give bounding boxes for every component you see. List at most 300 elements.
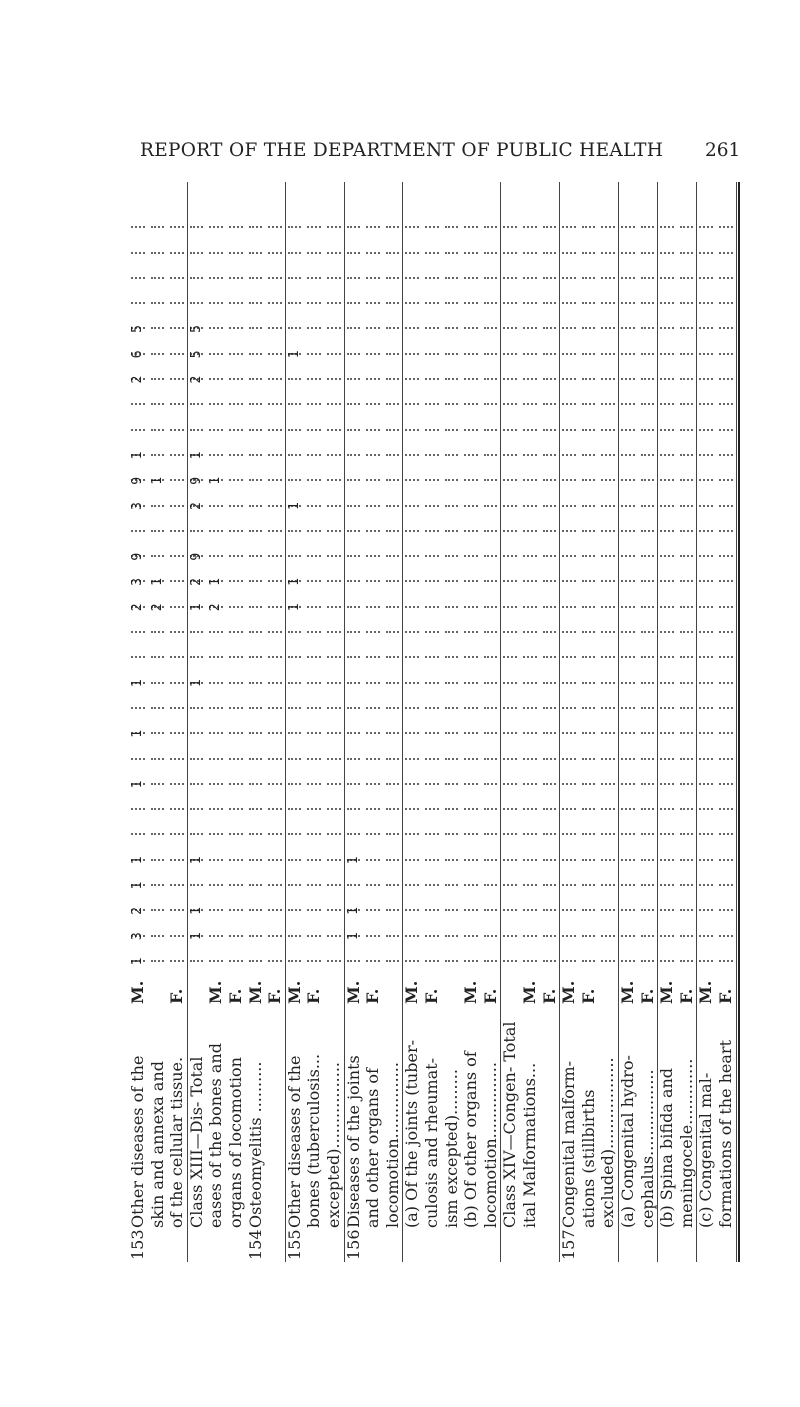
dot-leader [523,328,537,330]
dot-leader [366,859,380,861]
dot-leader [386,226,400,228]
dot-leader [386,834,400,836]
dot-leader [484,479,498,481]
dot-leader [307,707,321,709]
table-row [520,182,540,1262]
dot-leader [523,479,537,481]
dot-leader [366,656,380,658]
dot-leader [425,353,439,355]
count-value: 1 [130,680,145,688]
dot-leader [660,732,674,734]
dot-leader [464,884,478,886]
dot-leader [621,403,635,405]
table-row [618,182,638,1262]
dot-leader [347,631,361,633]
dot-leader [249,353,263,355]
dot-leader [719,682,733,684]
dot-leader [641,884,655,886]
dot-leader [445,226,459,228]
dot-leader [327,328,341,330]
dot-leader [307,403,321,405]
dot-leader [719,808,733,810]
count-value: 2 [188,579,204,586]
dot-leader [699,277,713,279]
dot-leader [229,429,243,431]
dot-leader [131,758,145,760]
dot-leader [445,555,459,557]
dot-leader [699,732,713,734]
dot-leader [503,530,517,532]
dot-leader [445,530,459,532]
dot-leader [386,758,400,760]
dot-leader [660,859,674,861]
dot-leader [660,505,674,507]
dot-leader [719,960,733,962]
dot-leader [249,631,263,633]
dot-leader [582,884,596,886]
dot-leader [464,606,478,608]
dot-leader [190,758,204,760]
dot-leader [699,808,713,810]
table-row [677,182,697,1262]
dot-leader [405,530,419,532]
dot-leader [680,226,694,228]
dot-leader [523,226,537,228]
dot-leader [641,403,655,405]
dot-leader [464,479,478,481]
cause-label: Other diseases of the [128,1055,147,1228]
dot-leader [523,631,537,633]
dot-leader [503,884,517,886]
dot-leader [347,732,361,734]
dot-leader [543,758,557,760]
dot-leader [268,606,282,608]
dot-leader [719,707,733,709]
dot-leader [621,732,635,734]
dot-leader [425,581,439,583]
dot-leader [621,682,635,684]
dot-leader [464,732,478,734]
dot-leader [249,808,263,810]
dot-leader [425,732,439,734]
dot-leader [170,808,184,810]
sex-label: F. [422,988,441,1004]
dot-leader [601,834,615,836]
dot-leader [621,302,635,304]
dot-leader [366,707,380,709]
cause-label: locomotion............... [480,1062,500,1228]
dot-leader [484,631,498,633]
count-value: 2 [130,376,145,384]
dot-leader [288,935,302,937]
count-value: 9 [130,477,145,485]
dot-leader [249,479,263,481]
dot-leader [484,732,498,734]
dot-leader [151,960,165,962]
dot-leader [719,783,733,785]
dot-leader [229,505,243,507]
dot-leader [327,454,341,456]
dot-leader [543,783,557,785]
dot-leader [209,353,223,355]
dot-leader [307,454,321,456]
dot-leader [170,479,184,481]
dot-leader [288,834,302,836]
dot-leader [249,783,263,785]
dot-leader [445,505,459,507]
dot-leader [405,884,419,886]
dot-leader [170,758,184,760]
dot-leader [562,935,576,937]
dot-leader [347,606,361,608]
dot-leader [405,656,419,658]
dot-leader [445,909,459,911]
dot-leader [170,884,184,886]
dot-leader [229,783,243,785]
dot-leader [464,555,478,557]
dot-leader [719,909,733,911]
dot-leader [660,353,674,355]
dot-leader [503,505,517,507]
dot-leader [366,454,380,456]
count-value-secondary: 1 [208,579,224,586]
dot-leader [249,302,263,304]
table-row [598,182,618,1262]
dot-leader [464,960,478,962]
dot-leader [660,277,674,279]
dot-leader [582,403,596,405]
dot-leader [170,353,184,355]
dot-leader [562,505,576,507]
dot-leader [405,682,419,684]
dot-leader [209,631,223,633]
dot-leader [562,783,576,785]
dot-leader [543,808,557,810]
dot-leader [503,328,517,330]
dot-leader [268,732,282,734]
dot-leader [386,454,400,456]
cause-label: excluded).................. [598,1057,618,1228]
dot-leader [660,555,674,557]
table-row [540,182,560,1262]
dot-leader [445,682,459,684]
dot-leader [229,226,243,228]
dot-leader [484,656,498,658]
dot-leader [268,783,282,785]
dot-leader [170,682,184,684]
dot-leader [601,783,615,785]
dot-leader [699,581,713,583]
table-row [579,182,599,1262]
dot-leader [503,479,517,481]
count-value: 3 [130,579,145,586]
dot-leader [680,682,694,684]
dot-leader [523,834,537,836]
dot-leader [641,834,655,836]
dot-leader [366,277,380,279]
dot-leader [190,783,204,785]
table-row [226,182,246,1262]
table-row [148,182,168,1262]
dot-leader [151,252,165,254]
dot-leader [268,479,282,481]
dot-leader [249,682,263,684]
dot-leader [601,479,615,481]
dot-leader [699,530,713,532]
dot-leader [268,707,282,709]
dot-leader [386,656,400,658]
cause-label: Congenital malform- [559,1060,579,1228]
dot-leader [562,302,576,304]
count-value: 6 [130,351,145,359]
dot-leader [288,783,302,785]
dot-leader [445,732,459,734]
dot-leader [641,277,655,279]
dot-leader [288,479,302,481]
dot-leader [699,656,713,658]
dot-leader [327,505,341,507]
dot-leader [347,277,361,279]
dot-leader [641,631,655,633]
dot-leader [151,454,165,456]
dot-leader [405,226,419,228]
dot-leader [445,758,459,760]
dot-leader [680,328,694,330]
dot-leader [523,403,537,405]
dot-leader [386,783,400,785]
dot-leader [229,808,243,810]
dot-leader [660,606,674,608]
dot-leader [562,707,576,709]
count-value-secondary: 2 [149,604,165,612]
dot-leader [445,884,459,886]
dot-leader [307,606,321,608]
dot-leader [405,429,419,431]
sex-label: M. [402,980,422,1004]
dot-leader [582,479,596,481]
dot-leader [503,581,517,583]
dot-leader [288,732,302,734]
dot-leader [621,707,635,709]
dot-leader [209,277,223,279]
dot-leader [386,479,400,481]
dot-leader [699,505,713,507]
sex-label: F. [480,988,500,1004]
dot-leader [562,454,576,456]
dot-leader [562,555,576,557]
dot-leader [503,808,517,810]
dot-leader [503,834,517,836]
dot-leader [562,353,576,355]
sex-label: F. [265,988,285,1004]
cause-label: skin and annexa and [147,1061,167,1228]
dot-leader [523,758,537,760]
count-value: 1 [345,933,361,941]
dot-leader [229,884,243,886]
dot-leader [425,707,439,709]
dot-leader [660,707,674,709]
dot-leader [445,252,459,254]
dot-leader [660,302,674,304]
dot-leader [719,935,733,937]
dot-leader [621,479,635,481]
dot-leader [131,226,145,228]
dot-leader [464,530,478,532]
dot-leader [268,505,282,507]
dot-leader [543,960,557,962]
dot-leader [268,353,282,355]
dot-leader [327,581,341,583]
dot-leader [641,581,655,583]
dot-leader [386,505,400,507]
dot-leader [347,252,361,254]
dot-leader [582,960,596,962]
sex-label: F. [539,988,559,1004]
dot-leader [425,555,439,557]
dot-leader [484,328,498,330]
dot-leader [601,707,615,709]
dot-leader [680,808,694,810]
cause-code: 156 [343,1229,363,1260]
dot-leader [268,530,282,532]
dot-leader [229,479,243,481]
dot-leader [601,758,615,760]
dot-leader [268,581,282,583]
dot-leader [523,505,537,507]
count-value: 1 [188,908,204,915]
dot-leader [190,429,204,431]
dot-leader [582,226,596,228]
dot-leader [268,960,282,962]
dot-leader [268,631,282,633]
table-row [422,182,442,1262]
dot-leader [131,707,145,709]
dot-leader [503,429,517,431]
dot-leader [562,732,576,734]
dot-leader [641,454,655,456]
dot-leader [366,808,380,810]
dot-leader [151,226,165,228]
dot-leader [445,378,459,380]
dot-leader [170,429,184,431]
count-value: 9 [130,553,145,561]
dot-leader [190,960,204,962]
count-value: 2 [130,604,145,612]
count-value: 5 [130,326,145,333]
dot-leader [170,454,184,456]
dot-leader [327,783,341,785]
dot-leader [484,960,498,962]
dot-leader [249,859,263,861]
count-value-secondary: 1 [149,477,165,485]
dot-leader [523,581,537,583]
sex-label: F. [363,988,383,1004]
dot-leader [366,530,380,532]
dot-leader [523,935,537,937]
dot-leader [503,403,517,405]
dot-leader [425,783,439,785]
dot-leader [641,732,655,734]
sex-label: F. [637,988,657,1004]
dot-leader [425,859,439,861]
dot-leader [366,479,380,481]
dot-leader [719,631,733,633]
dot-leader [484,302,498,304]
dot-leader [151,555,165,557]
dot-leader [288,758,302,760]
dot-leader [680,859,694,861]
dot-leader [307,808,321,810]
cause-label: (b) Spina bifida and [657,1067,677,1228]
dot-leader [523,783,537,785]
dot-leader [464,353,478,355]
dot-leader [582,555,596,557]
dot-leader [131,252,145,254]
dot-leader [405,606,419,608]
dot-leader [601,656,615,658]
dot-leader [543,606,557,608]
dot-leader [249,732,263,734]
dot-leader [503,859,517,861]
dot-leader [151,808,165,810]
cause-label: (c) Congenital mal- [696,1072,716,1228]
dot-leader [699,884,713,886]
dot-leader [366,226,380,228]
count-value: 1 [188,857,204,865]
dot-leader [445,707,459,709]
dot-leader [484,555,498,557]
dot-leader [366,581,380,583]
dot-leader [209,682,223,684]
dot-leader [229,277,243,279]
dot-leader [484,277,498,279]
dot-leader [503,960,517,962]
sex-label: M. [657,980,677,1004]
dot-leader [582,277,596,279]
dot-leader [699,960,713,962]
cause-label: Class XIV—Congen- Total [500,1021,520,1228]
dot-leader [366,606,380,608]
dot-leader [425,656,439,658]
dot-leader [327,479,341,481]
dot-leader [209,732,223,734]
dot-leader [562,909,576,911]
dot-leader [641,682,655,684]
dot-leader [190,707,204,709]
dot-leader [229,403,243,405]
dot-leader [405,454,419,456]
dot-leader [288,403,302,405]
dot-leader [464,378,478,380]
dot-leader [601,328,615,330]
sex-label: F. [676,988,696,1004]
cause-code: 154 [245,1229,265,1260]
dot-leader [190,656,204,658]
dot-leader [307,252,321,254]
dot-leader [464,328,478,330]
dot-leader [209,505,223,507]
dot-leader [601,252,615,254]
dot-leader [719,732,733,734]
dot-leader [405,808,419,810]
dot-leader [660,834,674,836]
dot-leader [209,707,223,709]
dot-leader [464,758,478,760]
dot-leader [170,631,184,633]
dot-leader [680,252,694,254]
cause-label: (a) Of the joints (tuber- [402,1039,422,1228]
rotated-mortality-table [128,182,740,1262]
